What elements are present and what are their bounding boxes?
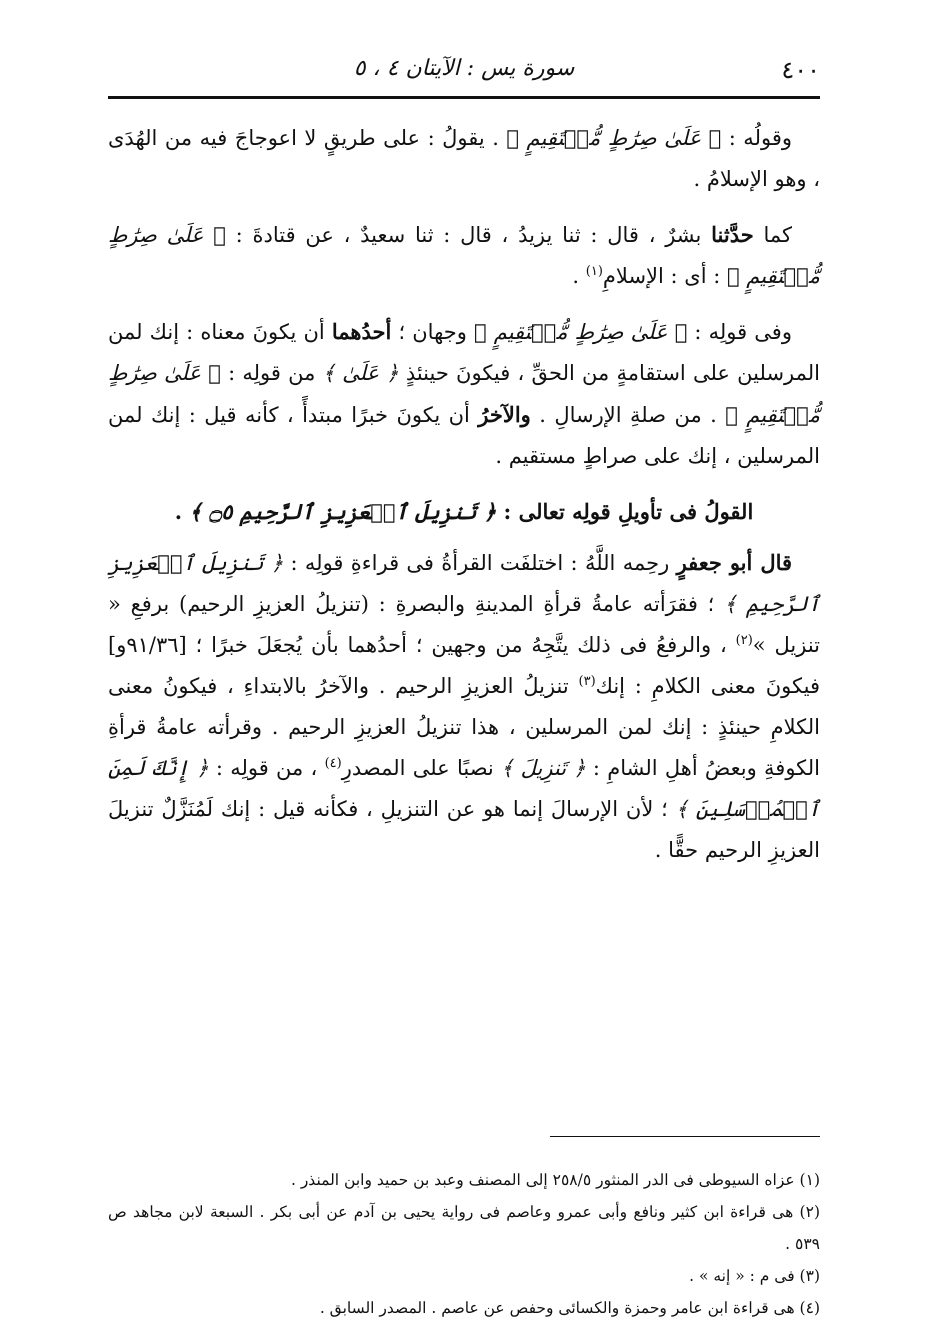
header-rule xyxy=(108,96,820,99)
running-title: سورة يس : الآيتان ٤ ، ٥ xyxy=(353,56,575,81)
footnote-marker: (٢) xyxy=(735,633,753,648)
text-run: ؛ لأن الإرسالَ إنما هو عن التنزيلِ ، فكأنه قيل : إنك لَمُنَزَّلٌ تنزيلَ العزيزِ الرحيم حقًّا . xyxy=(108,797,820,862)
paragraph-3 xyxy=(108,311,820,477)
text-run: وجهان ؛ xyxy=(391,320,475,344)
running-header xyxy=(108,48,820,94)
book-page xyxy=(108,48,821,1317)
text-run: كما xyxy=(753,223,792,247)
text-run: . يقولُ : على طريقٍ لا اعوجاجَ فيه من الهُدَى ، وهو الإسلامُ . xyxy=(108,126,820,191)
footnote-marker: (٣) xyxy=(578,674,596,689)
text-run: . من صلةِ الإرسالِ . xyxy=(530,403,726,427)
footnote-marker: (٤) xyxy=(324,756,342,771)
text-run: أن يكونَ معناه : إنك لمن المرسلين على استقامةٍ من الحقِّ ، فيكونَ حينئذٍ xyxy=(108,320,821,385)
bold-term: حدَّثنا xyxy=(711,222,754,247)
quran-verse: ﴿ عَلَىٰ صِرَٰطٍ مُّسۡتَقِيمٍ ﴾ xyxy=(506,126,722,150)
paragraph-4 xyxy=(108,542,820,871)
bold-term: قال أبو جعفرٍ xyxy=(676,550,793,575)
bold-term: أحدُهما xyxy=(331,319,392,344)
text-run: وفى قولِه : xyxy=(687,320,792,344)
text-run: ، والرفعُ فى ذلك يتَّجِهُ من وجهين ؛ أحدُهما بأن يُجعَلَ خبرًا ؛ [٩١/٣٦و] فيكونَ معنى الكلامِ : إنك xyxy=(108,633,820,698)
text-run: نصبًا على المصدرِ xyxy=(341,756,502,780)
quran-verse: ﴿ تَنزِيلَ ﴾ xyxy=(501,756,586,780)
quran-verse: ﴿ تَنزِيلَ ٱلۡعَزِيزِ ٱلرَّحِيمِ ۝٥ ﴾ xyxy=(189,499,497,524)
main-text xyxy=(108,118,820,885)
quran-verse: ﴿ إِنَّكَ لَمِنَ ٱلۡمُرۡسَلِينَ ﴾ xyxy=(108,756,820,821)
text-run: من قولِه : xyxy=(220,361,323,385)
text-run: بشرٌ ، قال : ثنا يزيدُ ، قال : ثنا سعيدٌ ، عن قتادةَ : xyxy=(225,223,712,247)
footnotes xyxy=(108,1164,820,1324)
footnote-2: (٢) هى قراءة ابن كثير ونافع وأبى عمرو وعاصم فى رواية يحيى بن آدم عن أبى بكر . السبعة لابن مجاهد ص ٥٣٩ . xyxy=(108,1203,820,1253)
text-run: وقولُه : xyxy=(721,126,792,150)
section-heading xyxy=(108,491,820,532)
text-run: رحِمه اللَّهُ : اختلفَت القرأةُ فى قراءةِ قولِه : xyxy=(283,551,677,575)
text-run: ، من قولِه : xyxy=(208,756,325,780)
paragraph-2 xyxy=(108,214,820,297)
text-run: تنزيلُ العزيزِ الرحيم . والآخرُ بالابتداءِ ، فيكونُ معنى الكلامِ حينئذٍ : إنك لمن المرسلين ، هذا تنزيلُ العزيزِ الرحيم . وقرأته عامةُ قرأةِ الكوفةِ وبعضُ أهلِ الشامِ : xyxy=(108,674,821,780)
quran-verse: ﴿ عَلَىٰ ﴾ xyxy=(322,361,399,385)
footnote-1: (١) عزاه السيوطى فى الدر المنثور ٢٥٨/٥ إلى المصنف وعبد بن حميد وابن المنذر . xyxy=(290,1171,820,1189)
text-run: ؛ فقرَأته عامةُ قرأةِ المدينةِ والبصرةِ : (تنزيلُ العزيزِ الرحيم) برفعِ « تنزيل » xyxy=(108,592,820,657)
quran-verse: ﴿ عَلَىٰ صِرَٰطٍ مُّسۡتَقِيمٍ ﴾ xyxy=(108,361,820,427)
page-number: ٤٠٠ xyxy=(781,56,820,84)
quran-verse: ﴿ تَنزِيلَ ٱلۡعَزِيزِ ٱلرَّحِيمِ ﴾ xyxy=(108,551,820,616)
text-run: . xyxy=(572,264,586,288)
footnote-rule xyxy=(550,1136,820,1137)
heading-text: القولُ فى تأويلِ قولِه تعالى : xyxy=(496,499,754,524)
quran-verse: ﴿ عَلَىٰ صِرَٰطٍ مُّسۡتَقِيمٍ ﴾ xyxy=(108,223,820,288)
quran-verse: ﴿ عَلَىٰ صِرَٰطٍ مُّسۡتَقِيمٍ ﴾ xyxy=(474,320,688,344)
footnote-4: (٤) هى قراءة ابن عامر وحمزة والكسائى وحفص عن عاصم . المصدر السابق . xyxy=(319,1299,820,1317)
text-run: أن يكونَ خبرًا مبتدأً ، كأنه قيل : إنك لمن المرسلين ، إنك على صراطٍ مستقيم . xyxy=(108,403,820,468)
bold-term: والآخرُ xyxy=(478,402,531,427)
footnote-marker: (١) xyxy=(585,264,603,279)
text-run: : أى : الإسلامِ xyxy=(602,264,727,288)
paragraph-1 xyxy=(108,118,820,200)
footnote-3: (٣) فى م : « إنه » . xyxy=(689,1267,820,1285)
text-run: . xyxy=(174,499,190,524)
